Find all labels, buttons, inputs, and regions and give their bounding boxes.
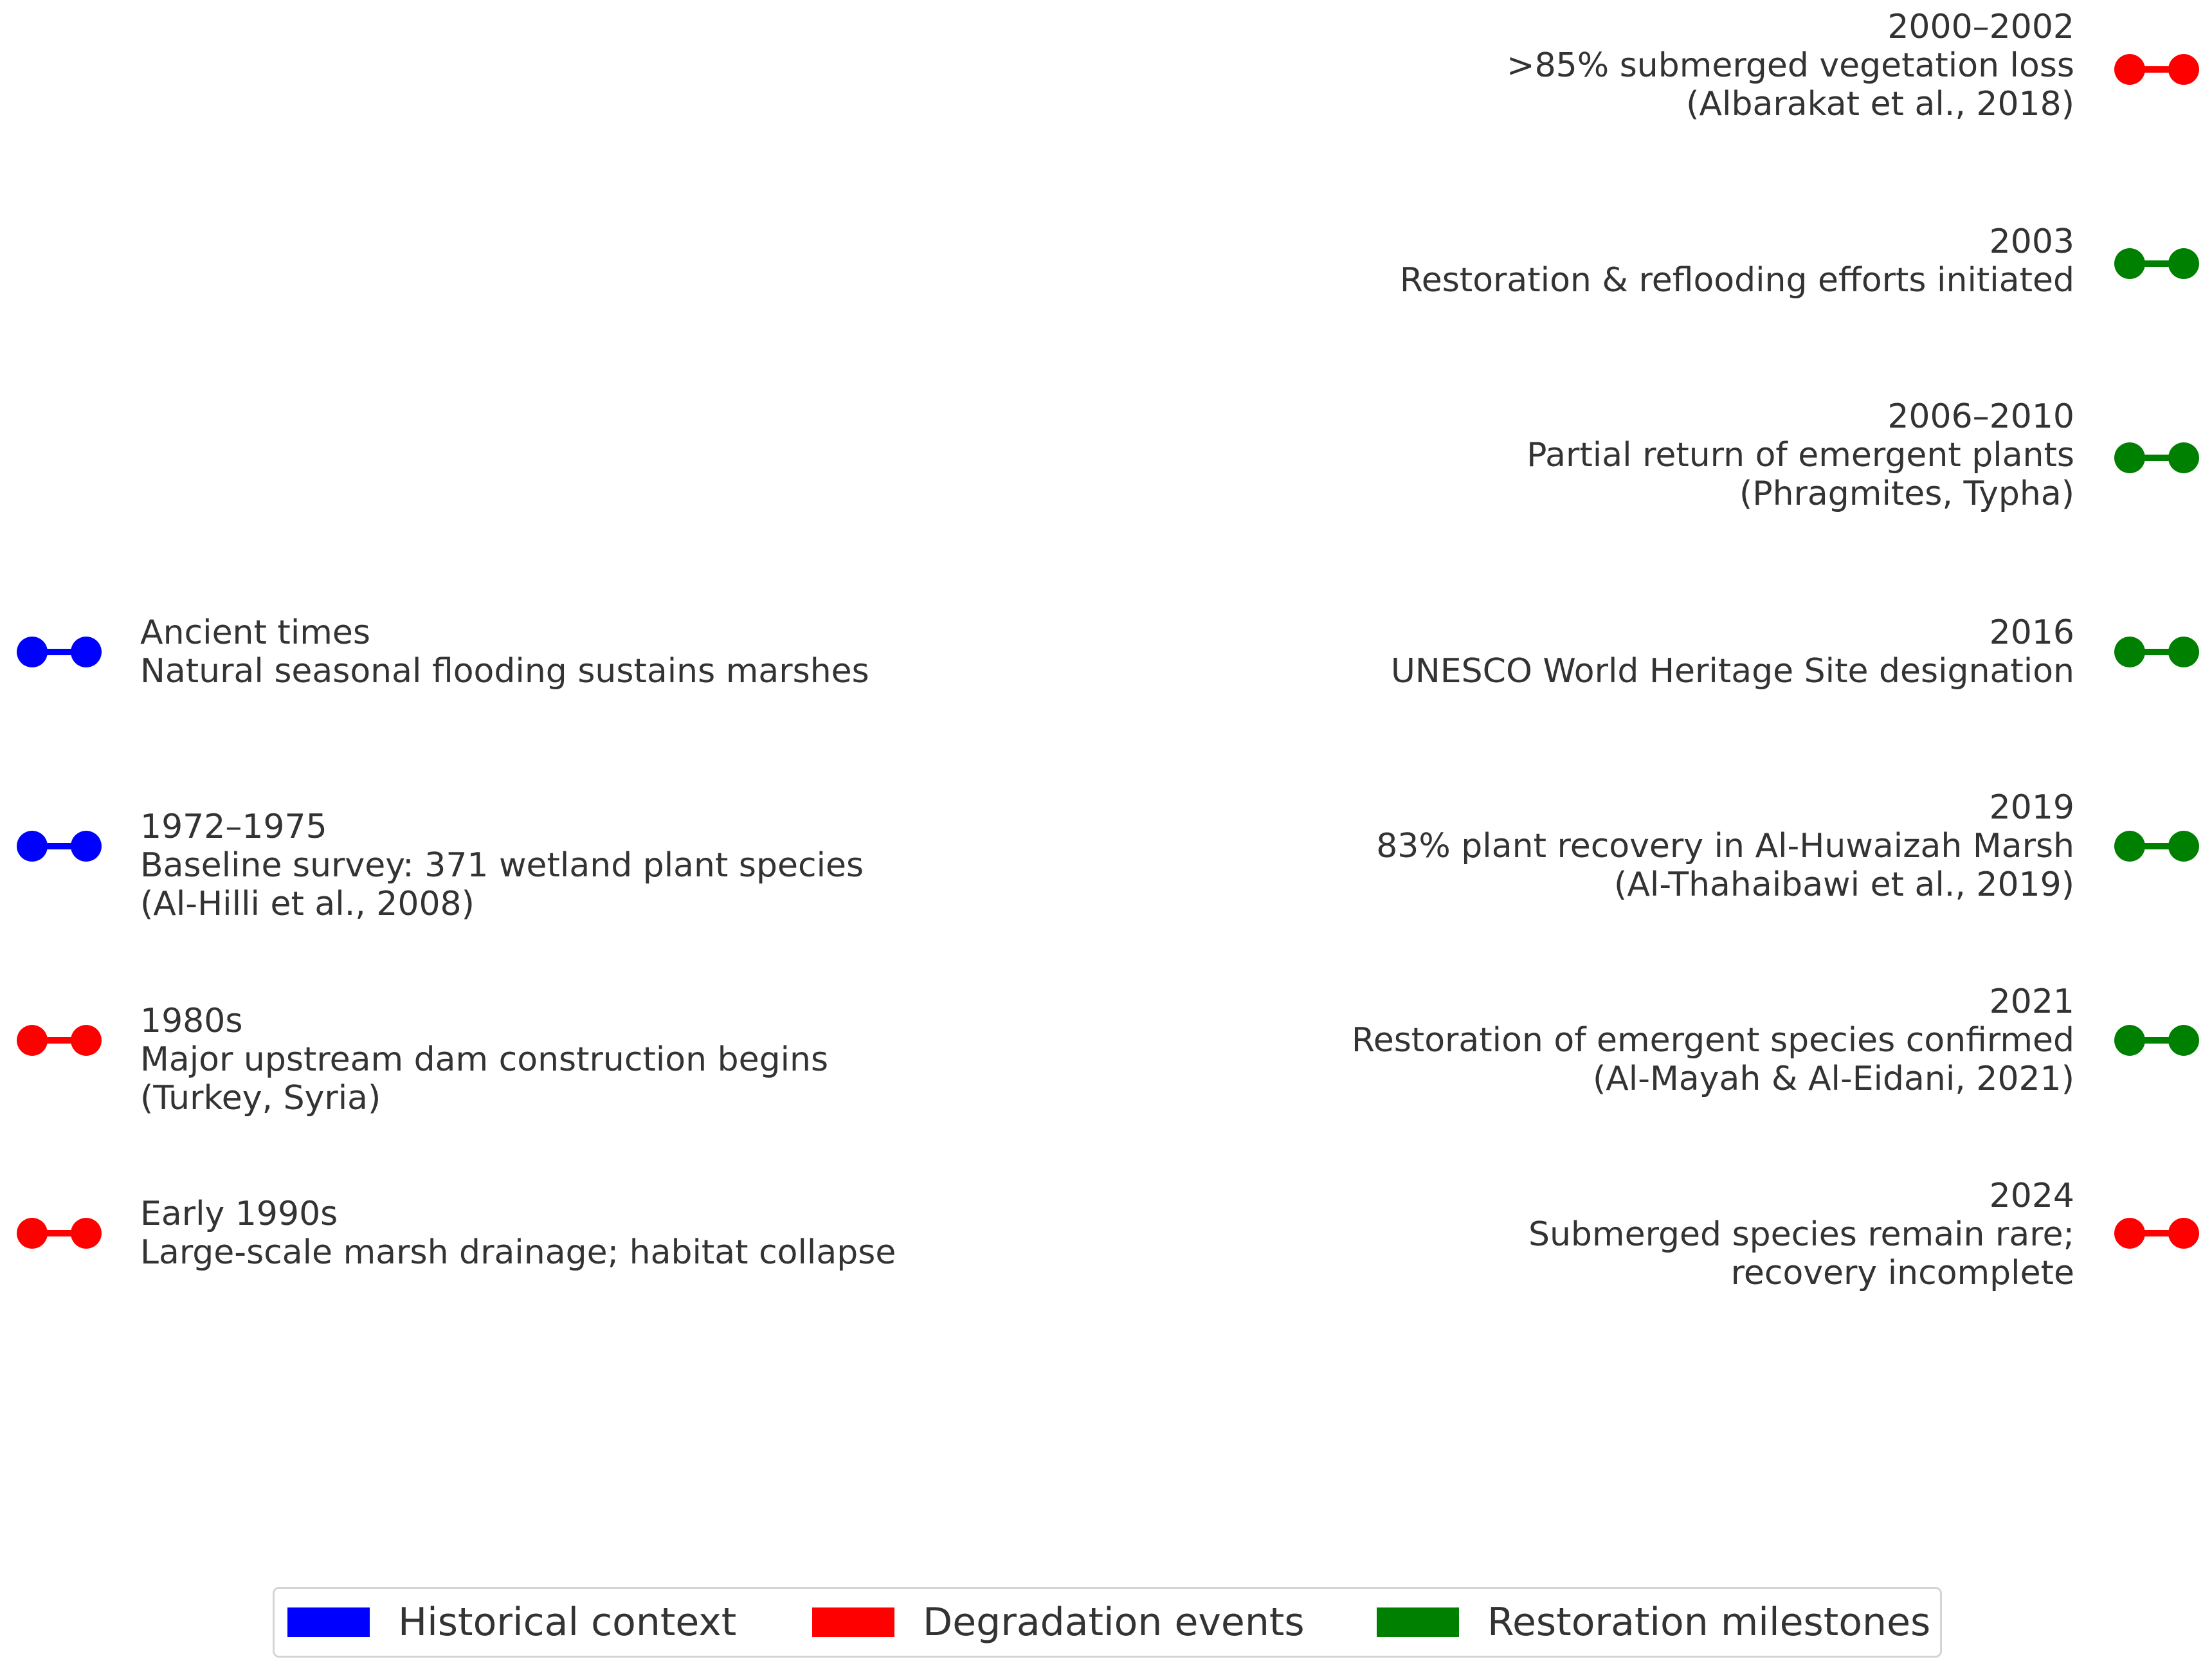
event-text: (Al-Thahaibawi et al., 2019)	[1614, 865, 2074, 904]
event-date: 2006–2010	[1887, 397, 2074, 436]
event-text: Large-scale marsh drainage; habitat collapse	[140, 1233, 896, 1272]
degradation-marker-icon	[2114, 51, 2199, 87]
historical-swatch	[287, 1607, 370, 1637]
legend-label-restoration: Restoration milestones	[1487, 1600, 1931, 1645]
restoration-marker-icon	[2114, 634, 2199, 670]
event-date: Ancient times	[140, 613, 371, 652]
event-text: >85% submerged vegetation loss	[1507, 46, 2074, 85]
right-event	[1400, 222, 2074, 300]
event-text: (Al-Hilli et al., 2008)	[140, 885, 475, 923]
event-text: Submerged species remain rare;	[1528, 1215, 2074, 1254]
left-event	[140, 613, 869, 691]
event-text: Partial return of emergent plants	[1527, 436, 2074, 475]
degradation-marker-icon	[17, 1215, 102, 1251]
event-date: 1980s	[140, 1002, 243, 1040]
right-event	[1528, 1177, 2074, 1292]
historical-marker-icon	[17, 828, 102, 864]
event-text: (Turkey, Syria)	[140, 1079, 381, 1118]
historical-marker-icon	[17, 634, 102, 670]
event-text: Baseline survey: 371 wetland plant species	[140, 846, 864, 885]
legend-item-degradation	[812, 1589, 1305, 1656]
legend-label-degradation: Degradation events	[923, 1600, 1305, 1645]
event-date: 1972–1975	[140, 808, 327, 846]
legend-item-historical	[287, 1589, 736, 1656]
event-text: Natural seasonal flooding sustains marshes	[140, 652, 869, 691]
degradation-marker-icon	[17, 1022, 102, 1058]
event-date: 2016	[1989, 613, 2074, 652]
event-text: (Al-Mayah & Al-Eidani, 2021)	[1592, 1060, 2074, 1098]
event-text: (Albarakat et al., 2018)	[1686, 85, 2074, 123]
event-text: recovery incomplete	[1730, 1254, 2074, 1292]
left-event	[140, 808, 864, 923]
event-date: 2003	[1989, 222, 2074, 261]
left-event	[140, 1195, 896, 1272]
event-text: Major upstream dam construction begins	[140, 1040, 829, 1079]
degradation-marker-icon	[2114, 1215, 2199, 1251]
event-date: 2019	[1989, 788, 2074, 827]
restoration-marker-icon	[2114, 246, 2199, 282]
event-text: 83% plant recovery in Al-Huwaizah Marsh	[1376, 827, 2074, 865]
event-text: Restoration & reflooding efforts initiated	[1399, 261, 2074, 300]
right-event	[1352, 982, 2074, 1098]
right-event	[1391, 613, 2074, 691]
restoration-marker-icon	[2114, 440, 2199, 476]
event-text: Restoration of emergent species confirmed	[1351, 1021, 2074, 1060]
event-date: 2000–2002	[1887, 8, 2074, 46]
right-event	[1507, 8, 2074, 123]
right-event	[1527, 397, 2074, 513]
event-date: 2021	[1989, 982, 2074, 1021]
event-date: 2024	[1989, 1177, 2074, 1215]
legend-label-historical: Historical context	[398, 1600, 737, 1645]
legend-item-restoration	[1377, 1589, 1930, 1656]
legend	[273, 1587, 1942, 1658]
left-event	[140, 1002, 828, 1118]
restoration-marker-icon	[2114, 1022, 2199, 1058]
restoration-swatch	[1377, 1607, 1459, 1637]
event-text: (Phragmites, Typha)	[1739, 475, 2074, 513]
event-text: UNESCO World Heritage Site designation	[1390, 652, 2074, 691]
degradation-swatch	[812, 1607, 894, 1637]
restoration-marker-icon	[2114, 828, 2199, 864]
right-event	[1376, 788, 2074, 904]
event-date: Early 1990s	[140, 1195, 338, 1233]
